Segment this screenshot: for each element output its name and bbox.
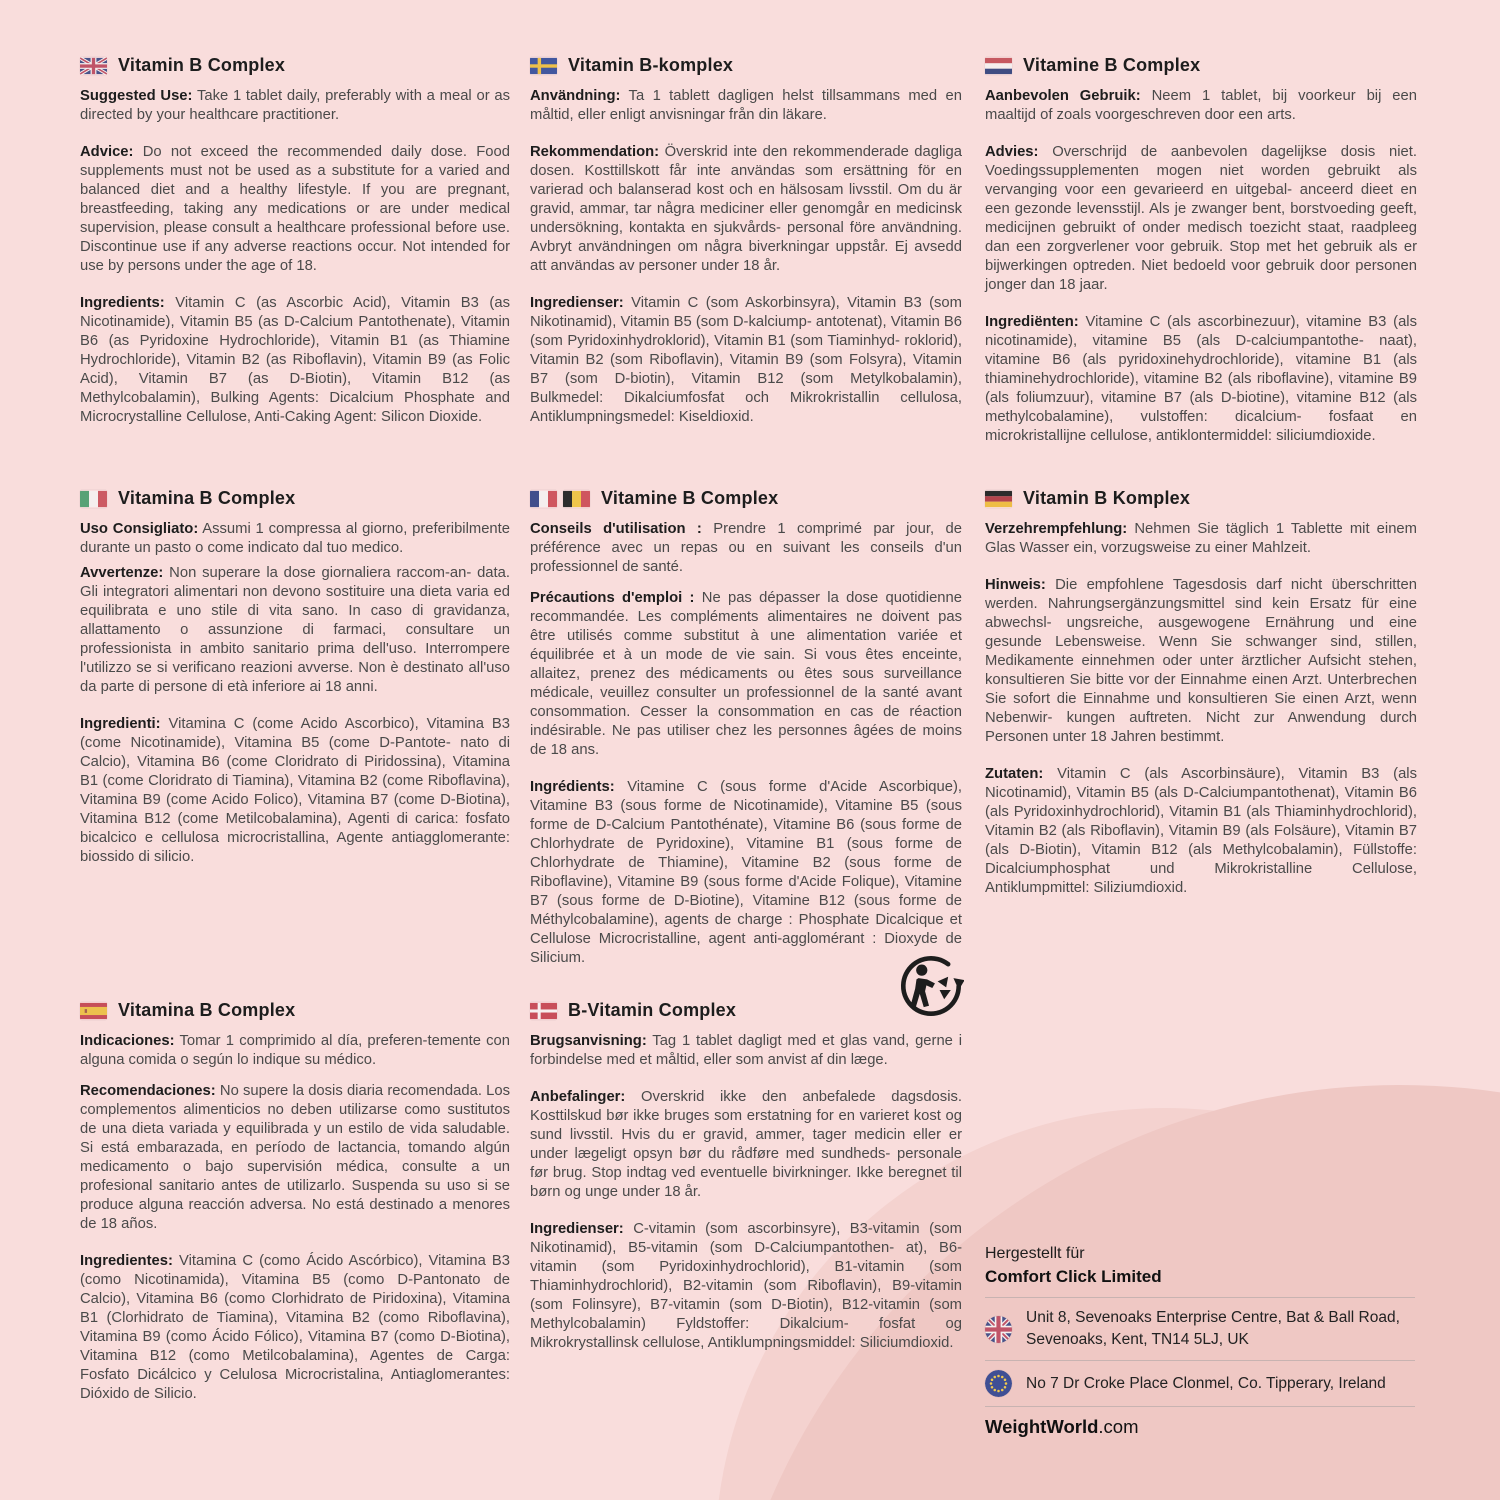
section-title: Vitamin B-komplex	[568, 55, 734, 75]
made-for-label: Hergestellt für	[985, 1245, 1085, 1262]
section-dutch	[985, 55, 1417, 464]
para-label: Brugsanvisning:	[530, 1033, 647, 1049]
para-text: Ne pas dépasser la dose quotidienne recommandée. Les compléments alimentaires ne doivent pas être utilisés comme substitut à une alimentation variée et équilibrée et à un mode de vie sain. Si vous êtes enceinte, allaitez, prenez des médicaments ou êtes sous surveillance médicale, veuillez consulter un professionnel de la santé avant consommation. Cesser la consommation en cas de réaction indésirable. Ne pas utiliser chez les personnes âgées de moins de 18 ans.	[530, 590, 962, 758]
para-text: Nehmen Sie täglich 1 Tablette mit einem Glas Wasser ein, vorzugsweise zu einer Mahlzeit.	[985, 521, 1417, 556]
website-tld: .com	[1098, 1416, 1139, 1437]
section-title: Vitamina B Complex	[118, 1000, 296, 1020]
ingredients-paragraph	[80, 1252, 510, 1404]
para-label: Uso Consigliato:	[80, 521, 199, 537]
para-label: Recomendaciones:	[80, 1083, 216, 1099]
para-text: Neem 1 tablet, bij voorkeur bij een maaltijd of zoals voorgeschreven door een arts.	[985, 88, 1417, 123]
para-text: Prendre 1 comprimé par jour, de préférence avec un repas ou en suivant les conseils d'un professionnel de santé.	[530, 521, 962, 575]
section-header-german	[985, 488, 1417, 509]
section-title: Vitamine B Complex	[1023, 55, 1201, 75]
para-label: Ingredientes:	[80, 1253, 173, 1269]
para-label: Indicaciones:	[80, 1033, 175, 1049]
suggested-use-paragraph	[80, 520, 510, 558]
section-french	[530, 488, 962, 986]
para-text: Vitamine C (sous forme d'Acide Ascorbique), Vitamine B3 (sous forme de Nicotinamide), Vitamine B5 (sous forme de D-Calcium Pantothénate), Vitamine B6 (sous forme de Chlorhydrate de Pyridoxine), Vitamine B1 (sous forme de Chlorhydrate de Thiamine), Vitamine B2 (sous forme de Riboflavine), Vitamine B9 (sous forme d'Acide Folique), Vitamine B7 (sous forme de D-Biotine), Vitamine B12 (sous forme de Méthylcobalamine), agents de charge : Phosphate Dicalcique et Cellulose Microcristalline, agent anti-agglomérant : Dioxyde de Silicium.	[530, 779, 962, 966]
advice-paragraph	[80, 143, 510, 276]
advice-paragraph	[80, 564, 510, 697]
flag-pair	[530, 490, 590, 508]
flag-germany-icon	[985, 490, 1012, 508]
ingredients-paragraph	[80, 715, 510, 867]
flag-spain-icon	[80, 1002, 107, 1020]
divider	[985, 1297, 1415, 1298]
advice-paragraph	[530, 1088, 962, 1202]
para-label: Aanbevolen Gebruik:	[985, 88, 1141, 104]
uk-address: Unit 8, Sevenoaks Enterprise Centre, Bat & Ball Road, Sevenoaks, Kent, TN14 5LJ, UK	[1026, 1309, 1400, 1348]
ingredients-paragraph	[80, 294, 510, 427]
para-label: Anbefalinger:	[530, 1089, 626, 1105]
para-text: Ta 1 tablett dagligen helst tillsammans med en måltid, eller enligt anvisningar från din läkare.	[530, 88, 962, 123]
para-label: Ingredienser:	[530, 1221, 624, 1237]
advice-paragraph	[985, 143, 1417, 295]
eu-address-row	[985, 1370, 1415, 1397]
para-label: Ingredienti:	[80, 716, 161, 732]
para-text: Vitamin C (som Askorbinsyra), Vitamin B3 (som Nikotinamid), Vitamin B5 (som D-kalciump- antotenat), Vitamin B6 (som Pyridoxinhydroklorid), Vitamin B1 (som Tiaminhyd- roklorid), Vitamin B2 (som Riboflavin), Vitamin B9 (som Folsyra), Vitamin B7 (som D-biotin), Vitamin B12 (som Metylkobalamin), Bulkmedel: Dikalciumfosfat och Mikrokristallin cellulosa, Antiklumpningsmedel: Kiseldioxid.	[530, 295, 963, 425]
para-text: Overschrijd de aanbevolen dagelijkse dosis niet. Voedingssupplementen mogen niet worden gebruikt als vervanging voor een gevarieerd en uitgebal- anceerd dieet en een gezonde levensstijl. Als je zwanger bent, borstvoeding geeft, medicijnen gebruikt of onder medisch toezicht staat, raadpleeg dan een zorgverlener voor gebruik. Stop met het gebruik als er bijwerkingen optreden. Niet bedoeld voor gebruik door personen jonger dan 18 jaar.	[985, 144, 1417, 293]
advice-paragraph	[80, 1082, 510, 1234]
para-text: Do not exceed the recommended daily dose. Food supplements must not be used as a substitute for a varied and balanced diet and a healthy lifestyle. If you are pregnant, breastfeeding, taking any medications or are under medical supervision, please consult a healthcare professional before use. Discontinue use if any adverse reactions occur. Not intended for use by persons under the age of 18.	[80, 144, 510, 274]
para-label: Zutaten:	[985, 766, 1044, 782]
divider	[985, 1406, 1415, 1407]
advice-paragraph	[530, 589, 962, 760]
ingredients-paragraph	[530, 1220, 962, 1353]
suggested-use-paragraph	[985, 520, 1417, 558]
flag-uk-icon	[80, 57, 107, 75]
para-text: Tomar 1 comprimido al día, preferen-temente con alguna comida o según lo indique su médico.	[80, 1033, 510, 1068]
para-text: C-vitamin (som ascorbinsyre), B3-vitamin (som Nikotinamid), B5-vitamin (som D-Calciumpantothen- at), B6-vitamin (som Pyridoxinhydrochlorid), B1-vitamin (som Thiaminhydrochlorid), B2-vitamin (som Riboflavin), B9-vitamin (som Folinsyre), B7-vitamin (som D-Biotin), B12-vitamin (som Methylcobalamin) Fyldstoffer: Dikalcium- fosfat og Mikrokrystallinsk cellulose, Antiklumpningsmiddel: Siliciumdioxid.	[530, 1221, 962, 1351]
para-text: Vitamin C (as Ascorbic Acid), Vitamin B3 (as Nicotinamide), Vitamin B5 (as D-Calcium Pantothenate), Vitamin B6 (as Pyridoxine Hydrochloride), Vitamin B1 (as Thiamine Hydrochloride), Vitamin B2 (as Riboflavin), Vitamin B9 (as Folic Acid), Vitamin B7 (as D-Biotin), Vitamin B12 (as Methylcobalamin), Bulking Agents: Dicalcium Phosphate and Microcrystalline Cellulose, Anti-Caking Agent: Silicon Dioxide.	[80, 295, 510, 425]
para-label: Advies:	[985, 144, 1039, 160]
para-label: Hinweis:	[985, 577, 1046, 593]
section-header-danish	[530, 1000, 962, 1021]
para-label: Suggested Use:	[80, 88, 193, 104]
para-text: Vitamin C (als Ascorbinsäure), Vitamin B3 (als Nicotinamid), Vitamin B5 (als D-Calciumpantothenat), Vitamin B6 (als Pyridoxinhydrochlorid), Vitamin B1 (als Thiaminhydrochlorid), Vitamin B2 (als Riboflavin), Vitamin B9 (als Folsäure), Vitamin B7 (als D-Biotin), Vitamin B12 (als Methylcobalamin), Füllstoffe: Dicalciumphosphat und Mikrokristalline Cellulose, Antiklumpmittel: Siliziumdioxid.	[985, 766, 1417, 896]
flag-sweden-icon	[530, 57, 557, 75]
section-italian	[80, 488, 510, 885]
para-text: Assumi 1 compressa al giorno, preferibilmente durante un pasto o come indicato dal tuo medico.	[80, 521, 510, 556]
para-label: Användning:	[530, 88, 621, 104]
para-label: Ingredients:	[80, 295, 165, 311]
section-english	[80, 55, 510, 445]
flag-france-icon	[530, 490, 557, 508]
para-text: No supere la dosis diaria recomendada. Los complementos alimenticios no deben utilizarse como sustitutos de una dieta variada y equilibrada y un estilo de vida saludable. Si está embarazada, en período de lactancia, tomando algún medicamento o bajo supervisión médica, consulte a un profesional sanitario antes de utilizarlo. Suspenda su uso si se produce alguna reacción adversa. No está destinado a menores de 18 años.	[80, 1083, 510, 1232]
para-label: Précautions d'emploi :	[530, 590, 695, 606]
section-header-french	[530, 488, 962, 509]
section-header-english	[80, 55, 510, 76]
ingredients-paragraph	[985, 765, 1417, 898]
para-text: Tag 1 tablet dagligt med et glas vand, gerne i forbindelse med et måltid, eller som anvist af din læge.	[530, 1033, 962, 1068]
para-label: Conseils d'utilisation :	[530, 521, 702, 537]
para-label: Avvertenze:	[80, 565, 164, 581]
website-brand: WeightWorld	[985, 1416, 1099, 1437]
para-label: Rekommendation:	[530, 144, 660, 160]
ingredients-paragraph	[530, 294, 962, 427]
advice-paragraph	[530, 143, 962, 276]
section-danish	[530, 1000, 962, 1371]
divider	[985, 1360, 1415, 1361]
para-text: Non superare la dose giornaliera raccom-an- data. Gli integratori alimentari non devono sostituire una dieta varia ed equilibrata e uno stile di vita sano. In caso di gravidanza, allattamento o assunzione di farmaci, consultare un professionista in ambito sanitario prima dell'uso. Interrompere l'utilizzo se si verificano reazioni avverse. Non è destinato all'uso da parte di persone di età inferiore ai 18 anni.	[80, 565, 510, 695]
section-spanish	[80, 1000, 510, 1422]
ingredients-paragraph	[985, 313, 1417, 446]
uk-roundel-icon	[985, 1316, 1012, 1343]
suggested-use-paragraph	[80, 1032, 510, 1070]
website-url	[985, 1416, 1415, 1438]
flag-belgium-icon	[563, 490, 590, 508]
eu-flag-icon	[985, 1370, 1012, 1397]
uk-address-row	[985, 1307, 1415, 1351]
para-text: Vitamina C (como Ácido Ascórbico), Vitamina B3 (como Nicotinamida), Vitamina B5 (como D-Pantonato de Calcio), Vitamina B6 (como Clorhidrato de Piridoxina), Vitamina B1 (Clorhidrato de Tiamina), Vitamina B2 (como Riboflavina), Vitamina B9 (como Ácido Fólico), Vitamina B7 (como D-Biotina), Vitamina B12 (como Metilcobalamina), Agentes de Carga: Fosfato Dicálcico y Celulosa Microcristalina, Antiaglomerantes: Dióxido de Silicio.	[80, 1253, 510, 1402]
section-header-dutch	[985, 55, 1417, 76]
section-title: Vitamina B Complex	[118, 488, 296, 508]
section-german	[985, 488, 1417, 916]
company-name: Comfort Click Limited	[985, 1267, 1162, 1286]
suggested-use-paragraph	[530, 520, 962, 577]
flag-netherlands-icon	[985, 57, 1012, 75]
section-title: B-Vitamin Complex	[568, 1000, 737, 1020]
section-title: Vitamine B Complex	[601, 488, 779, 508]
para-text: Överskrid inte den rekommenderade dagliga dosen. Kosttillskott får inte användas som ersättning för en varierad och balanserad kost och en hälsosam livsstil. Om du är gravid, ammar, tar några mediciner eller genomgår en medicinsk undersökning, kontakta en sjukvårds- personal före användning. Avbryt användningen om några biverkningar uppstår. Ej avsedd att användas av personer under 18 år.	[530, 144, 962, 274]
manufacturer-info	[985, 1243, 1415, 1438]
section-title: Vitamin B Komplex	[1023, 488, 1191, 508]
section-swedish	[530, 55, 962, 445]
para-label: Advice:	[80, 144, 134, 160]
para-text: Vitamina C (come Acido Ascorbico), Vitamina B3 (come Nicotinamide), Vitamina B5 (come D-Pantote- nato di Calcio), Vitamina B6 (come Cloridrato di Piridossina), Vitamina B1 (come Cloridrato di Tiamina), Vitamina B2 (come Riboflavina), Vitamina B9 (come Acido Folico), Vitamina B7 (come D-Biotina), Vitamina B12 (come Metilcobalamina), Agenti di carica: fosfato bicalcico e cellulosa microcristallina, Agente antiagglomerante: biossido di silicio.	[80, 716, 510, 865]
advice-paragraph	[985, 576, 1417, 747]
para-label: Ingrédients:	[530, 779, 615, 795]
para-text: Take 1 tablet daily, preferably with a meal or as directed by your healthcare practitioner.	[80, 88, 511, 123]
eu-address: No 7 Dr Croke Place Clonmel, Co. Tipperary, Ireland	[1026, 1374, 1386, 1392]
para-text: Vitamine C (als ascorbinezuur), vitamine B3 (als nicotinamide), vitamine B5 (als D-calciumpantothe- naat), vitamine B6 (als pyridoxinehydrochloride), vitamine B1 (als thiaminehydrochloride), vitamine B2 (als riboflavine), vitamine B9 (als foliumzuur), vitamine B7 (als D-biotine), vitamine B12 (als methylcobalamine), vulstoffen: dicalcium- fosfaat en microkristallijne cellulose, antiklontermiddel: siliciumdioxide.	[985, 314, 1417, 444]
section-header-swedish	[530, 55, 962, 76]
suggested-use-paragraph	[530, 87, 962, 125]
flag-italy-icon	[80, 490, 107, 508]
suggested-use-paragraph	[530, 1032, 962, 1070]
para-text: Die empfohlene Tagesdosis darf nicht überschritten werden. Nahrungsergänzungsmittel sind kein Ersatz für eine abwechsl- ungsreiche, ausgewogene Ernährung und eine gesunde Lebensweise. Wenn Sie schwanger sind, stillen, Medikamente einnehmen oder unter ärztlicher Aufsicht stehen, konsultieren Sie bitte vor der Einnahme einen Arzt. Unterbrechen Sie sofort die Einnahme und konsultieren Sie einen Arzt, wenn Nebenwir- kungen auftreten. Nicht zur Anwendung durch Personen unter 18 Jahren bestimmt.	[985, 577, 1417, 745]
para-label: Verzehrempfehlung:	[985, 521, 1128, 537]
section-title: Vitamin B Complex	[118, 55, 286, 75]
section-header-spanish	[80, 1000, 510, 1021]
suggested-use-paragraph	[985, 87, 1417, 125]
para-label: Ingredienser:	[530, 295, 624, 311]
section-header-italian	[80, 488, 510, 509]
para-label: Ingrediënten:	[985, 314, 1079, 330]
suggested-use-paragraph	[80, 87, 510, 125]
flag-denmark-icon	[530, 1002, 557, 1020]
ingredients-paragraph	[530, 778, 962, 968]
para-text: Overskrid ikke den anbefalede dagsdosis. Kosttilskud bør ikke bruges som erstatning for en varieret kost og sund livsstil. Hvis du er gravid, ammer, tager medicin eller er under lægeligt opsyn bør du rådføre med sundheds- personale før brug. Stop indtag ved eventuelle bivirkninger. Ikke beregnet til børn og unge under 18 år.	[530, 1089, 962, 1200]
